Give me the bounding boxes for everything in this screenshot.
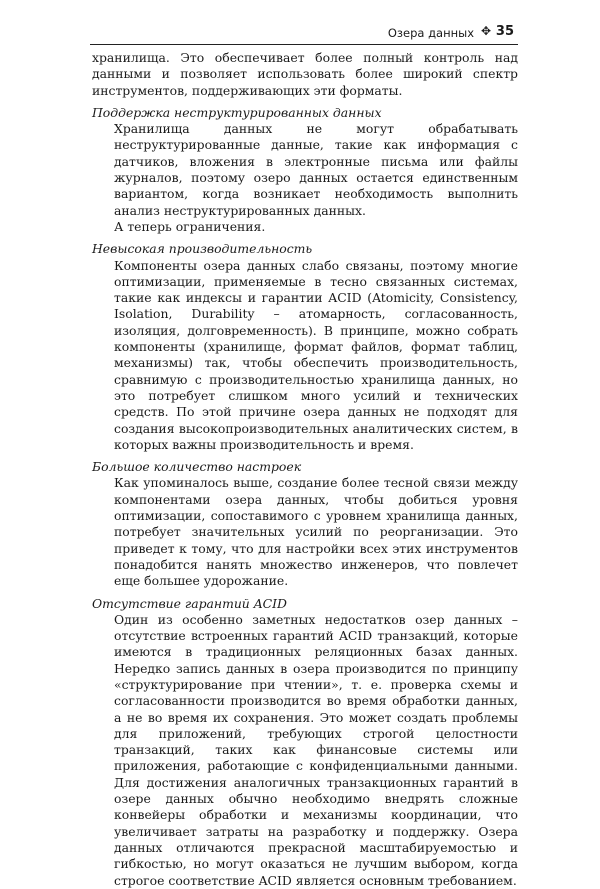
page-number: 35 — [495, 24, 514, 39]
section-heading: Невысокая производительность — [92, 241, 313, 257]
section-heading: Большое количество настроек — [92, 459, 302, 475]
section-paragraph: Как упоминалось выше, создание более тесной связи между компонентами озера данных, чтобы добиться уровня оптимизации, сопоставимого с уровнем хранилища данных, потребует значительных усилий по реорганизации. Это приведет к тому, что для настройки всех этих инструментов понадобится нанять множество инженеров, что повлечет еще большее удорожание. — [114, 475, 518, 589]
page-body — [92, 50, 518, 889]
section-paragraph: Хранилища данных не могут обрабатывать неструктурированные данные, такие как информация с датчиков, вложения в электронные письма или файлы журналов, поэтому озеро данных остается единственным вариантом, когда возникает необходимость выполнить анализ неструктурированных данных. — [114, 121, 518, 218]
ornament-icon: ✥ — [480, 24, 491, 38]
section-unstructured-data — [92, 105, 518, 235]
running-header — [90, 22, 518, 45]
section-paragraph: Один из особенно заметных недостатков озер данных – отсутствие встроенных гарантий ACID транзакций, которые имеются в традиционных реляционных базах данных. Нередко запись данных в озера производится по принципу «структурирование при чтении», т. е. проверка схемы и согласованности производится во время обработки данных, а не во время их сохранения. Это может создать проблемы для приложений, требующих строгой целостности транзакций, таких как финансовые системы или приложения, работающие с конфиденциальными данными. Для достижения аналогичных транзакционных гарантий в озере данных обычно необходимо внедрять сложные конвейеры обработки и механизмы координации, что увеличивает затраты на разработку и поддержку. Озера данных отличаются прекрасной масштабируемостью и гибкостью, но могут оказаться не лучшим выбором, когда строгое соответствие ACID является основным требованием. — [114, 611, 518, 888]
section-no-acid — [92, 596, 518, 889]
section-paragraph: Компоненты озера данных слабо связаны, поэтому многие оптимизации, применяемые в тесно связанных системах, такие как индексы и гарантии ACID (Atomicity, Consistency, Isolation, Durability – атомарность, согласованность, изоляция, долговременность). В принципе, можно собрать компоненты (хранилище, формат файлов, формат таблиц, механизмы) так, чтобы обеспечить производительность, сравнимую с производительностью хранилища данных, но это потребует слишком много усилий и технических средств. По этой причине озера данных не подходят для создания высокопроизводительных аналитических систем, в которых важны производительность и время. — [114, 257, 518, 452]
intro-paragraph: хранилища. Это обеспечивает более полный контроль над данными и позволяет использовать более широкий спектр инструментов, поддерживающих эти форматы. — [92, 50, 518, 98]
section-heading: Поддержка неструктурированных данных — [92, 104, 382, 120]
chapter-title: Озера данных — [387, 26, 474, 40]
section-many-settings — [92, 459, 518, 589]
section-low-performance — [92, 241, 518, 453]
section-paragraph: А теперь ограничения. — [114, 218, 266, 234]
section-heading: Отсутствие гарантий ACID — [92, 595, 287, 611]
